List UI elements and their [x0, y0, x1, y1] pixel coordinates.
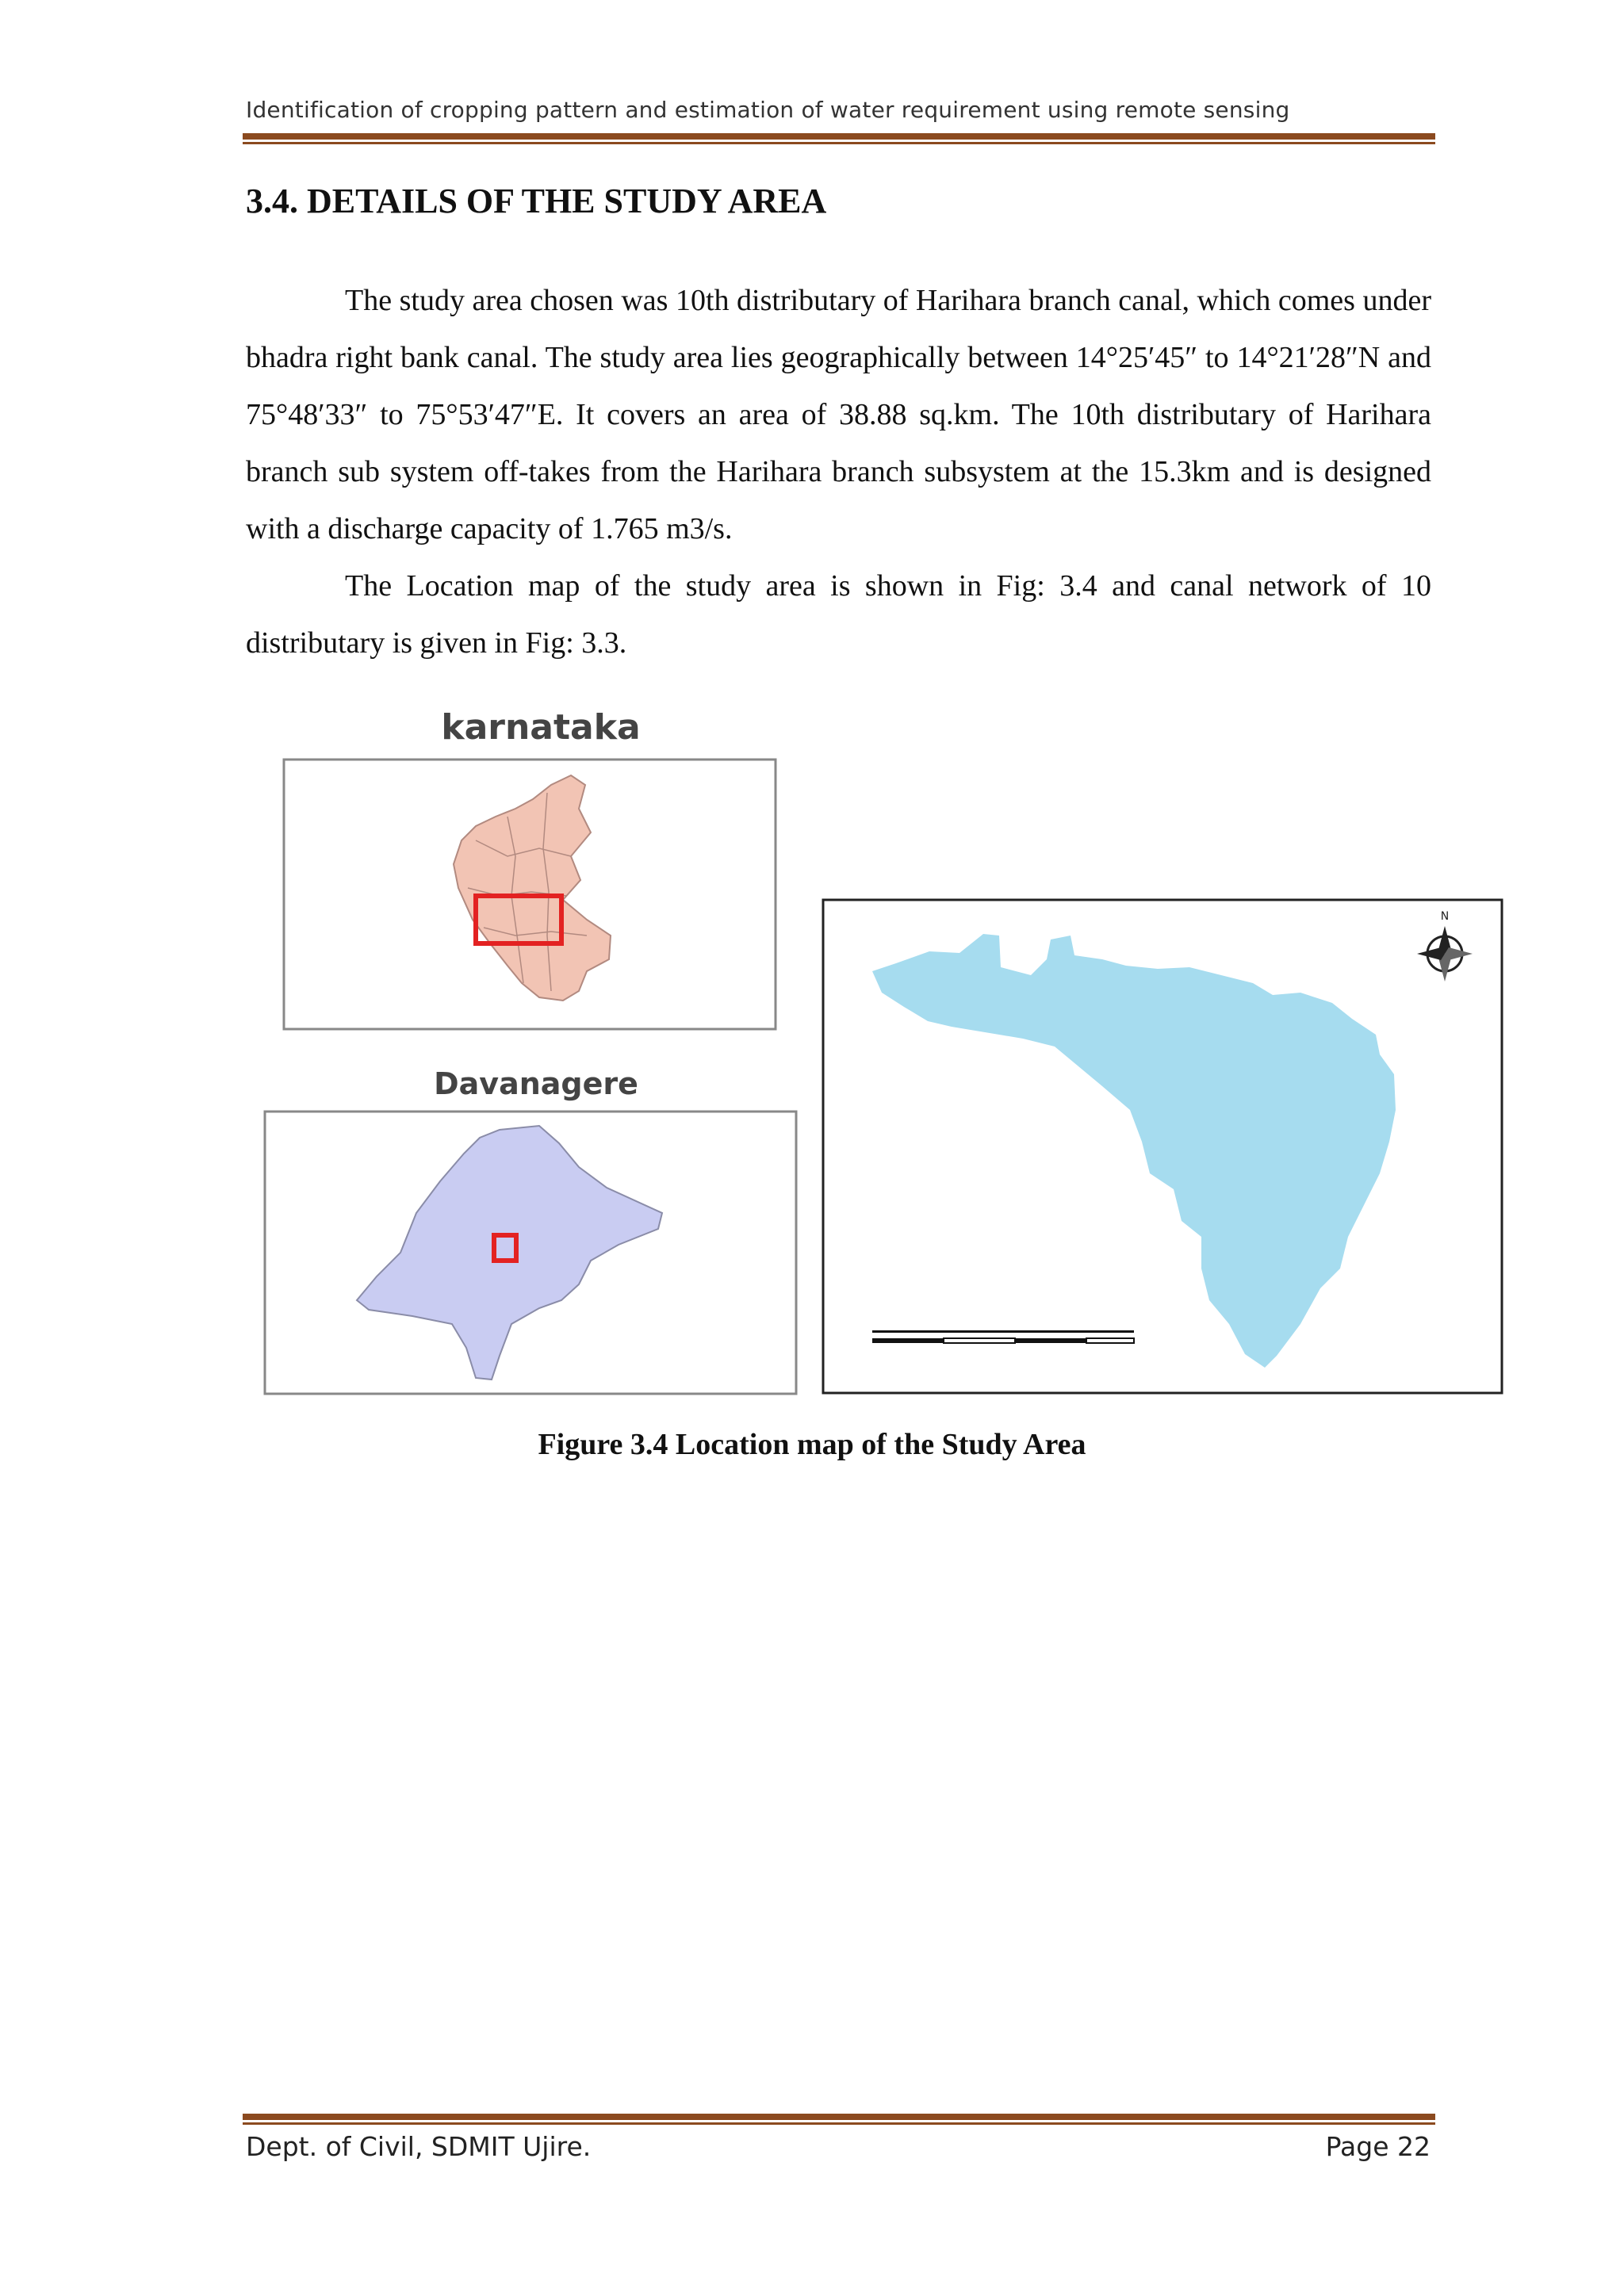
figure-caption: Figure 3.4 Location map of the Study Area [538, 1428, 1086, 1461]
davanagere-label: Davanagere [434, 1066, 638, 1101]
location-map-figure [238, 698, 1515, 1411]
footer-page-number: Page 22 [1325, 2131, 1431, 2162]
compass-north-label: N [1440, 910, 1450, 923]
running-header: Identification of cropping pattern and estimation of water requirement using remote sensing [246, 97, 1290, 123]
paragraph-2: The Location map of the study area is shown in Fig: 3.4 and canal network of 10 distributary is given in Fig: 3.3. [246, 569, 1431, 660]
section-heading: 3.4. DETAILS OF THE STUDY AREA [246, 182, 827, 220]
location-map-graphic [238, 698, 1515, 1411]
footer-department: Dept. of Civil, SDMIT Ujire. [246, 2131, 592, 2162]
header-rule [243, 133, 1435, 144]
body-text [246, 272, 1431, 672]
paragraph-1: The study area chosen was 10th distributary of Harihara branch canal, which comes under bhadra right bank canal. The study area lies geographically between 14°25′45″ to 14°21′28″N and 75°48′33″ to 75°53′47″E. It covers an area of 38.88 sq.km. The 10th distributary of Harihara branch sub system off-takes from the Harihara branch subsystem at the 15.3km and is designed with a discharge capacity of 1.765 m3/s. [246, 284, 1431, 545]
footer-rule [243, 2114, 1435, 2125]
karnataka-label: karnataka [441, 707, 641, 748]
